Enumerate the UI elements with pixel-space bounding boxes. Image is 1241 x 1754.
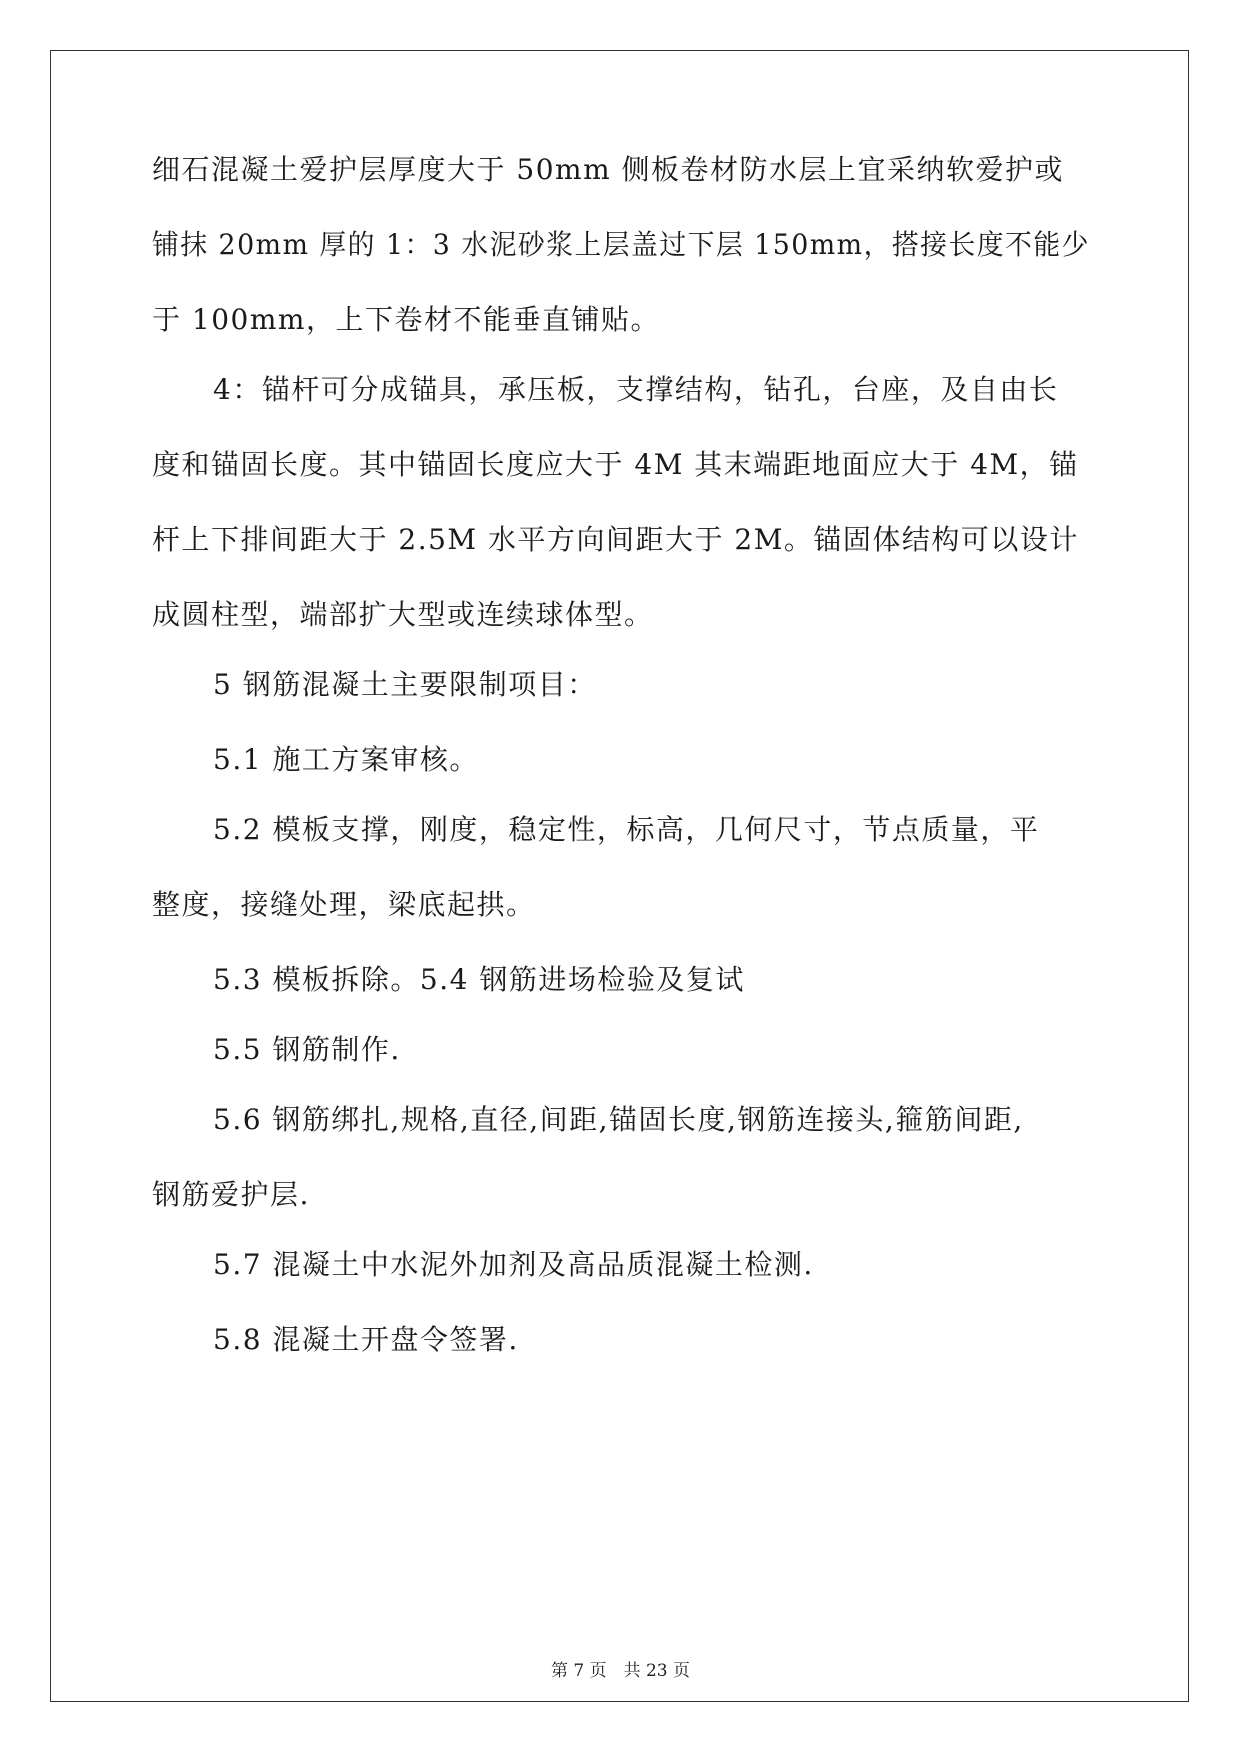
text-line: 5.6 钢筋绑扎,规格,直径,间距,锚固长度,钢筋连接头,箍筋间距, bbox=[213, 1103, 1024, 1136]
text-line: 钢筋爱护层. bbox=[152, 1178, 310, 1211]
text-line: 细石混凝土爱护层厚度大于 50mm 侧板卷材防水层上宜采纳软爱护或 bbox=[152, 153, 1065, 186]
text-line: 度和锚固长度。其中锚固长度应大于 4M 其末端距地面应大于 4M，锚 bbox=[152, 448, 1079, 481]
text-line: 5.3 模板拆除。5.4 钢筋进场检验及复试 bbox=[213, 963, 745, 996]
text-line: 5.5 钢筋制作. bbox=[213, 1033, 401, 1066]
text-line: 5.7 混凝土中水泥外加剂及高品质混凝土检测. bbox=[213, 1248, 814, 1281]
page-border bbox=[50, 50, 1189, 1702]
text-line: 杆上下排间距大于 2.5M 水平方向间距大于 2M。锚固体结构可以设计 bbox=[152, 523, 1079, 556]
text-line: 于 100mm，上下卷材不能垂直铺贴。 bbox=[152, 303, 660, 336]
section-heading: 5 钢筋混凝土主要限制项目： bbox=[213, 668, 597, 701]
page-number: 第 7 页 共 23 页 bbox=[550, 1661, 691, 1681]
text-line: 5.2 模板支撑，刚度，稳定性，标高，几何尺寸，节点质量，平 bbox=[213, 813, 1040, 846]
text-line: 成圆柱型，端部扩大型或连续球体型。 bbox=[152, 598, 654, 631]
text-line: 4：锚杆可分成锚具，承压板，支撑结构，钻孔，台座，及自由长 bbox=[213, 373, 1059, 406]
text-line: 5.1 施工方案审核。 bbox=[213, 743, 479, 776]
text-line: 5.8 混凝土开盘令签署. bbox=[213, 1323, 519, 1356]
text-line: 铺抹 20mm 厚的 1：3 水泥砂浆上层盖过下层 150mm，搭接长度不能少 bbox=[152, 228, 1090, 261]
text-line: 整度，接缝处理，梁底起拱。 bbox=[152, 888, 536, 921]
